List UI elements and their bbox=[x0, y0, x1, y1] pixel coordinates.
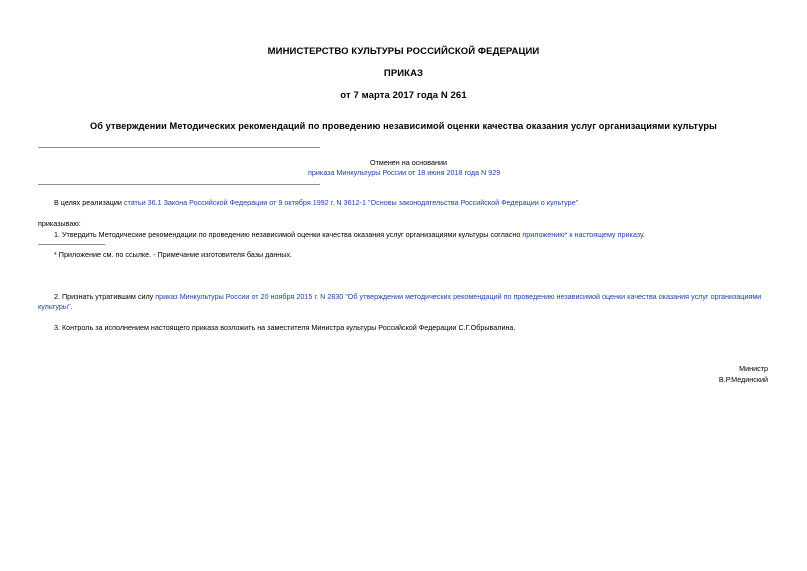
signature-name: В.Р.Мединский bbox=[718, 375, 768, 384]
annul-note-text: Отменен на основании bbox=[370, 158, 448, 167]
order-word: приказываю: bbox=[38, 219, 81, 228]
appendix-link[interactable]: приложению* к настоящему приказу bbox=[522, 230, 643, 239]
preamble-text: В целях реализации bbox=[54, 198, 124, 207]
item-2-suffix: . bbox=[70, 301, 73, 311]
footnote-separator bbox=[38, 244, 105, 245]
item-1-suffix: . bbox=[642, 230, 645, 239]
separator-top bbox=[38, 147, 320, 148]
preamble bbox=[54, 198, 578, 207]
item-2-text: 2. Признать утратившим силу bbox=[54, 292, 156, 301]
separator-bottom bbox=[38, 184, 320, 185]
annul-order-link[interactable]: приказа Минкультуры России от 18 июня 2018 года N 929 bbox=[308, 168, 501, 177]
item-3: 3. Контроль за исполнением настоящего приказа возложить на заместителя Министра культуры Российской Федерации С.Г.Обрывалина. bbox=[54, 323, 516, 332]
item-1-text: 1. Утвердить Методические рекомендации по проведению независимой оценки качества оказания услуг организациями культуры согласно bbox=[54, 230, 523, 239]
footnote: * Приложение см. по ссылке. - Примечание изготовителя базы данных. bbox=[54, 250, 293, 259]
item-1 bbox=[54, 230, 645, 239]
doc-title: Об утверждении Методических рекомендаций по проведению независимой оценки качества оказания услуг организациями культуры bbox=[89, 121, 718, 131]
signature-position: Министр bbox=[739, 364, 768, 373]
doc-type: ПРИКАЗ bbox=[383, 68, 424, 79]
item-2 bbox=[38, 292, 770, 311]
doc-date-number: от 7 марта 2017 года N 261 bbox=[340, 90, 467, 101]
repealed-order-link[interactable]: приказ Минкультуры России от 20 ноября 2015 г. N 2830 "Об утверждении методических рекомендаций по проведению независимой оценки качества оказания услуг организациями культуры" bbox=[38, 292, 762, 311]
law-article-link[interactable]: статьи 36.1 Закона Российской Федерации от 9 октября 1992 г. N 3612-1 "Основы законодательства Российской Федерации о культуре" bbox=[123, 198, 579, 207]
ministry-name: МИНИСТЕРСТВО КУЛЬТУРЫ РОССИЙСКОЙ ФЕДЕРАЦИИ bbox=[267, 46, 540, 57]
